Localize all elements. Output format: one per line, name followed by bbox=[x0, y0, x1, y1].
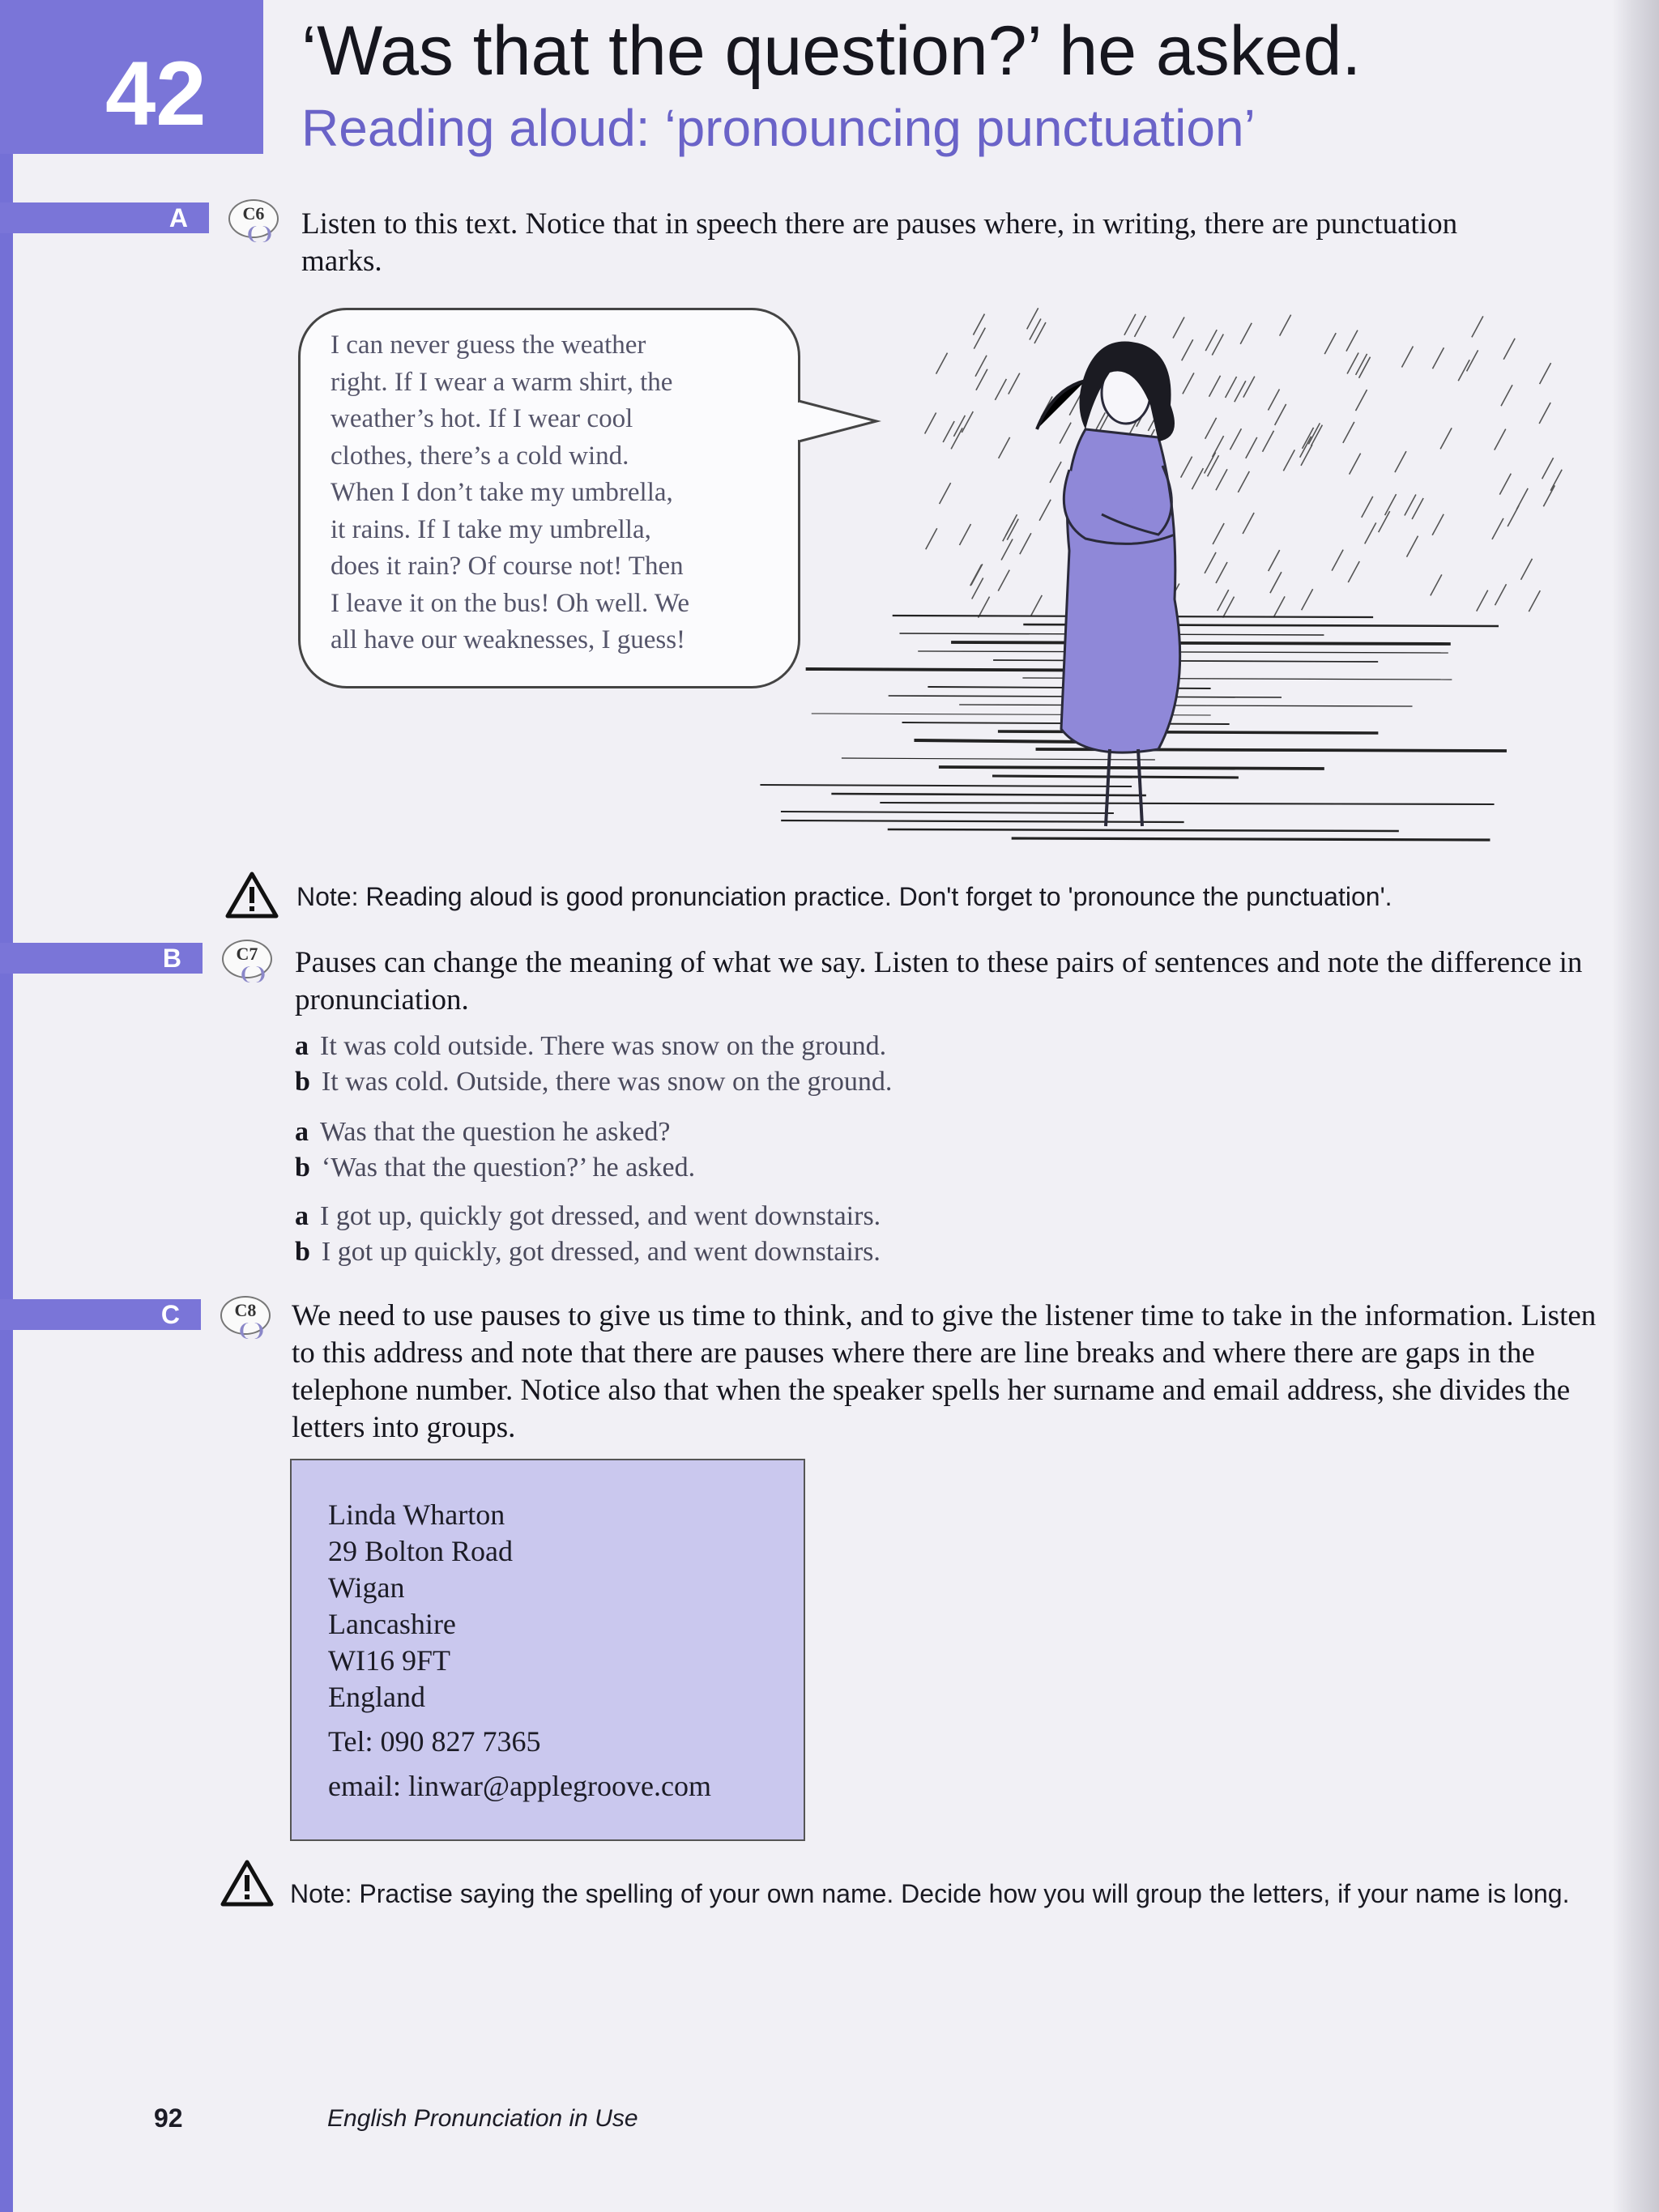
page-spine-shadow bbox=[1612, 0, 1659, 2212]
page-subtitle: Reading aloud: ‘pronouncing punctuation’ bbox=[301, 99, 1256, 157]
marker-b: b bbox=[295, 1067, 310, 1097]
sentence-b bbox=[295, 1150, 695, 1186]
page-title: ‘Was that the question?’ he asked. bbox=[301, 12, 1362, 90]
book-title: English Pronunciation in Use bbox=[327, 2105, 638, 2132]
warning-icon bbox=[225, 871, 279, 919]
audio-track-label: C8 bbox=[234, 1300, 257, 1320]
bubble-line: weather’s hot. If I wear cool bbox=[331, 404, 633, 433]
warning-icon bbox=[220, 1859, 274, 1907]
address-county: Lancashire bbox=[328, 1608, 456, 1640]
sentence-text: I got up quickly, got dressed, and went downstairs. bbox=[321, 1237, 881, 1267]
cd-audio-icon[interactable]: C8 ❨❩ bbox=[220, 1296, 272, 1338]
speech-bubble-text bbox=[331, 327, 784, 659]
audio-track-label: C7 bbox=[236, 944, 258, 964]
section-b-instruction: Pauses can change the meaning of what we say. Listen to these pairs of sentences and note the difference in pronunciation. bbox=[295, 946, 1583, 1016]
left-page-strip bbox=[0, 0, 13, 2212]
sentence-pair-2 bbox=[295, 1115, 695, 1186]
page-number: 92 bbox=[154, 2103, 183, 2133]
bubble-line: all have our weaknesses, I guess! bbox=[331, 625, 686, 654]
section-c-tab: C bbox=[0, 1299, 201, 1330]
address-town: Wigan bbox=[328, 1571, 405, 1604]
address-email: email: linwar@applegroove.com bbox=[328, 1770, 711, 1802]
sentence-text: It was cold outside. There was snow on the ground. bbox=[320, 1031, 887, 1061]
section-a-instruction: Listen to this text. Notice that in speech there are pauses where, in writing, there are punctuation marks. bbox=[301, 207, 1458, 278]
bubble-line: it rains. If I take my umbrella, bbox=[331, 514, 651, 544]
sentence-pair-1 bbox=[295, 1029, 892, 1100]
sentence-text: ‘Was that the question?’ he asked. bbox=[321, 1153, 696, 1183]
section-a-note: Note: Reading aloud is good pronunciation practice. Don't forget to 'pronounce the punctuation'. bbox=[296, 882, 1392, 911]
marker-a: a bbox=[295, 1031, 309, 1061]
marker-a: a bbox=[295, 1201, 309, 1231]
audio-track-label: C6 bbox=[242, 203, 265, 224]
sentence-text: I got up, quickly got dressed, and went downstairs. bbox=[320, 1201, 881, 1231]
sentence-text: Was that the question he asked? bbox=[320, 1117, 671, 1147]
section-a-tab: A bbox=[0, 202, 209, 233]
section-c-note: Note: Practise saying the spelling of your own name. Decide how you will group the letters, if your name is long. bbox=[290, 1879, 1570, 1908]
address-street: 29 Bolton Road bbox=[328, 1535, 514, 1567]
sentence-b bbox=[295, 1064, 892, 1100]
bubble-line: does it rain? Of course not! Then bbox=[331, 552, 684, 581]
bubble-line: clothes, there’s a cold wind. bbox=[331, 441, 629, 471]
sentence-b bbox=[295, 1234, 881, 1270]
bubble-line: When I don’t take my umbrella, bbox=[331, 478, 673, 507]
cd-audio-icon[interactable]: C7 ❨❩ bbox=[222, 940, 274, 982]
bubble-line: I can never guess the weather bbox=[331, 330, 646, 360]
address-postcode: WI16 9FT bbox=[328, 1644, 450, 1677]
address-name: Linda Wharton bbox=[328, 1498, 505, 1531]
marker-b: b bbox=[295, 1153, 310, 1183]
sentence-a bbox=[295, 1115, 695, 1150]
marker-a: a bbox=[295, 1117, 309, 1147]
sentence-pair-3 bbox=[295, 1199, 881, 1270]
sentence-a bbox=[295, 1199, 881, 1234]
marker-b: b bbox=[295, 1237, 310, 1267]
section-c-instruction: We need to use pauses to give us time to think, and to give the listener time to take in the information. Listen to this address and note that there are pauses where there are line breaks and where there are gaps in the telephone number. Notice also that when the speaker spells her surname and email address, she divides the letters into groups. bbox=[292, 1299, 1597, 1444]
sentence-text: It was cold. Outside, there was snow on the ground. bbox=[321, 1067, 893, 1097]
cd-audio-icon[interactable]: C6 ❨❩ bbox=[228, 199, 280, 241]
bubble-line: right. If I wear a warm shirt, the bbox=[331, 367, 673, 397]
address-country: England bbox=[328, 1681, 425, 1713]
speech-bubble-tail bbox=[794, 385, 883, 458]
address-telephone: Tel: 090 827 7365 bbox=[328, 1725, 541, 1758]
bubble-line: I leave it on the bus! Oh well. We bbox=[331, 588, 690, 618]
section-b-tab: B bbox=[0, 943, 203, 974]
sentence-a bbox=[295, 1029, 892, 1064]
unit-number: 42 bbox=[105, 43, 207, 144]
